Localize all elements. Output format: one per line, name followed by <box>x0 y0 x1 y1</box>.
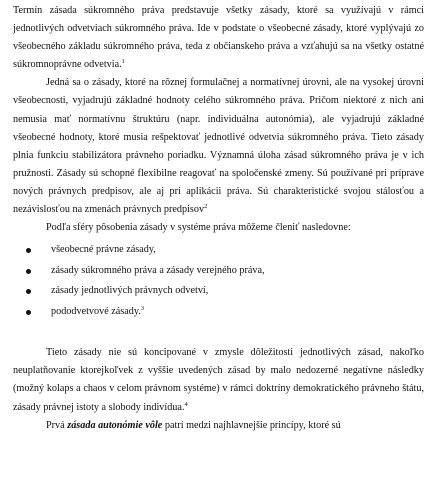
list-item-text: pododvetvové zásady. <box>51 305 141 317</box>
list-item-text: zásady jednotlivých právnych odvetví, <box>51 285 209 297</box>
bullet-icon <box>26 248 31 253</box>
paragraph-principles-importance <box>13 344 424 416</box>
footnote-marker: 2 <box>204 203 208 211</box>
list-item-text: zásady súkromného práva a zásady verejného práva, <box>51 264 265 276</box>
paragraph-autonomy-of-will <box>13 417 424 435</box>
bullet-icon <box>26 289 31 294</box>
list-item <box>13 240 424 261</box>
paragraph-rest: patrí medzi najhlavnejšie princípy, ktoré sú <box>162 419 341 431</box>
footnote-marker: 4 <box>184 400 188 408</box>
paragraph-text: Tieto zásady nie sú koncipované v zmysle dôležitosti jednotlivých zásad, nakoľko neuplatňovanie ktorejkoľvek z vyššie uvedených zásad by malo nedozerné negatívne následky (možný kolaps a chaos v celom právnom systéme) v rámci doktríny demokratického právneho štátu, zásady právnej istoty a slobody indivídua. <box>13 347 424 413</box>
footnote-marker: 3 <box>140 304 145 312</box>
bullet-icon <box>26 269 31 274</box>
bullet-list-principle-types <box>13 240 424 322</box>
paragraph-private-law-principle-definition <box>13 2 424 74</box>
emphasis-autonomy-of-will: zásada autonómie vôle <box>67 419 163 431</box>
document-body <box>13 2 424 435</box>
bullet-icon <box>26 310 31 315</box>
footnote-marker: 1 <box>121 58 125 66</box>
list-item <box>13 281 424 302</box>
paragraph-classification-intro <box>13 219 424 237</box>
paragraph-text: Jedná sa o zásady, ktoré na rôznej formulačnej a normatívnej úrovni, ale na vysokej úrovni všeobecnosti, vyjadrujú základné hodnoty celého súkromného práva. Pričom niektoré z nich ani nemusia mať normatívnu štruktúru (napr. individuálna autonómia), ale vyjadrujú základné všeobecné hodnoty, ktoré musia rešpektovať jednotlivé odvetvia súkromného práva. Tieto zásady plnia funkciu stabilizátora právneho poriadku. Významná úloha zásad súkromného práva je v ich pružnosti. Zásady sú schopné flexibilne reagovať na spoločenské zmeny. Sú používané pri príprave nových právnych predpisov, ale aj pri aplikácii práva. Sú charakteristické svojou stálosťou a nezávislosťou na zmenách právnych predpisov <box>13 77 424 216</box>
paragraph-spacer <box>13 322 424 344</box>
paragraph-text: Termín zásada súkromného práva predstavuje všetky zásady, ktoré sa využívajú v rámci jednotlivých odvetviach súkromného práva. Ide v podstate o všeobecné zásady, ktoré vyplývajú zo všeobecného základu súkromného práva, teda z občianskeho práva a vzťahujú sa na všetky ostatné súkromnoprávne odvetvia. <box>13 5 424 71</box>
list-item-text: všeobecné právne zásady, <box>51 244 156 256</box>
paragraph-principles-characteristics <box>13 74 424 219</box>
paragraph-text: Podľa sféry pôsobenia zásady v systéme práva môžeme členiť nasledovne: <box>46 222 351 234</box>
list-item <box>13 302 424 323</box>
list-item <box>13 261 424 282</box>
paragraph-lead: Prvá <box>46 419 68 431</box>
